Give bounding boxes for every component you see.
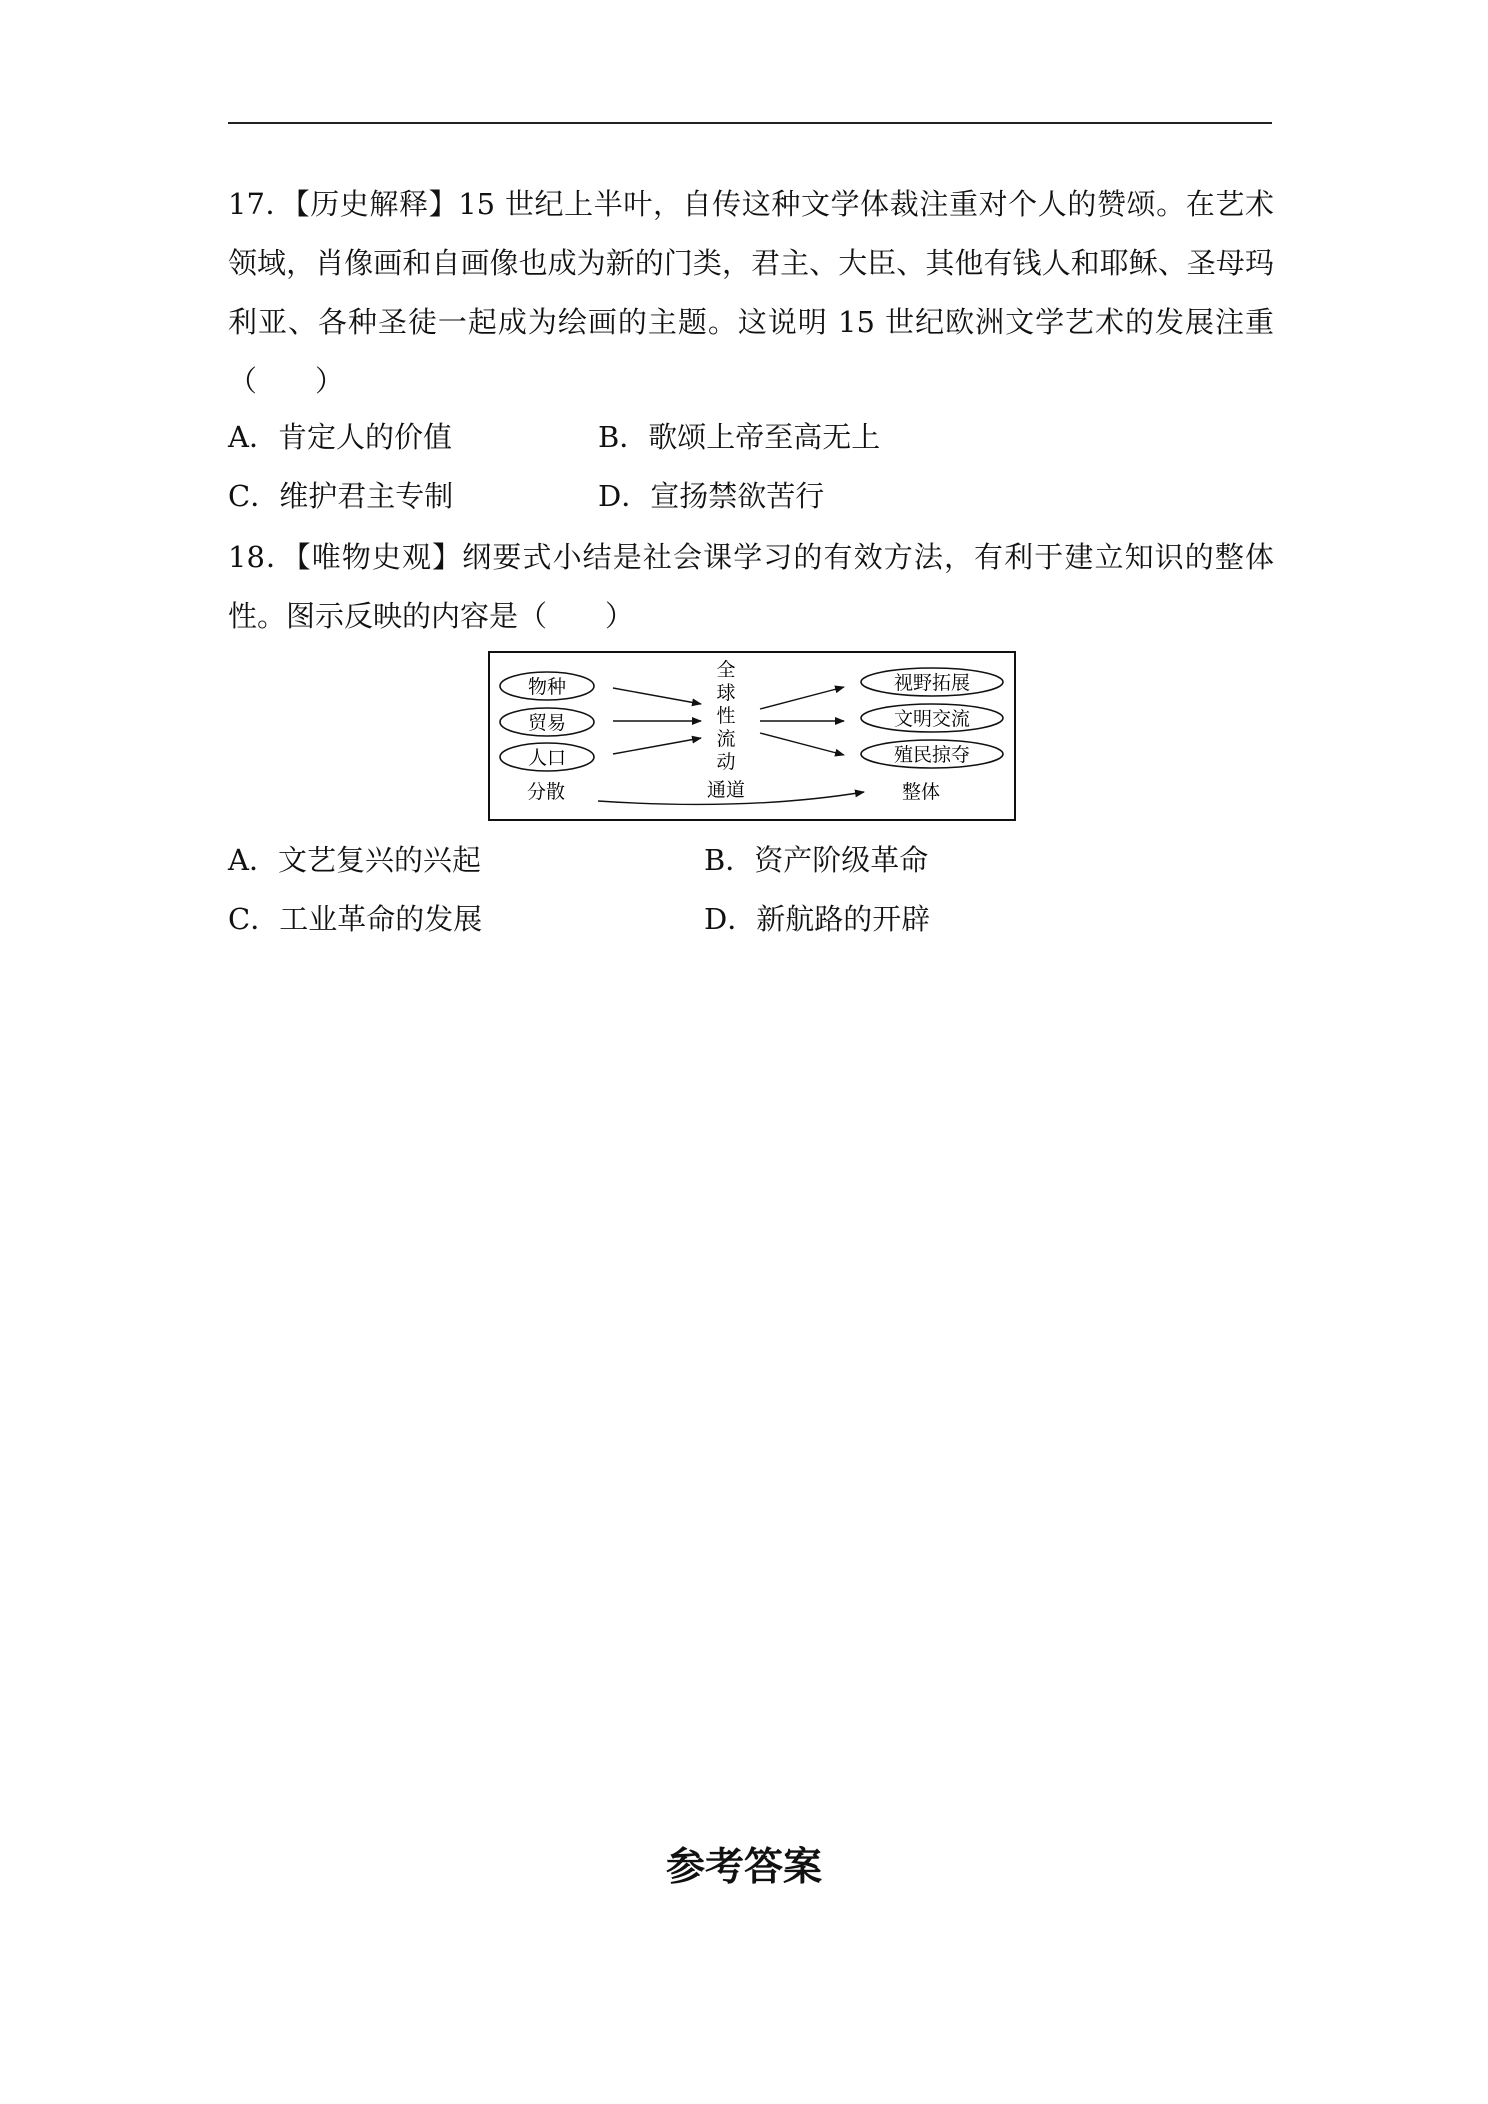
question-17-option-a: A．肯定人的价值 bbox=[228, 420, 452, 454]
question-17-option-c: C．维护君主专制 bbox=[228, 479, 454, 513]
center-char-4: 流 bbox=[716, 728, 736, 750]
flow-diagram bbox=[488, 651, 1016, 821]
center-char-5: 动 bbox=[716, 751, 736, 773]
question-17-option-b: B．歌颂上帝至高无上 bbox=[598, 420, 881, 454]
question-17-option-d: D．宣扬禁欲苦行 bbox=[598, 479, 825, 513]
center-char-3: 性 bbox=[716, 705, 736, 727]
question-18-option-c: C．工业革命的发展 bbox=[228, 902, 483, 936]
svg-text:殖民掠夺: 殖民掠夺 bbox=[893, 744, 971, 766]
header-rule bbox=[228, 122, 1272, 124]
svg-text:视野拓展: 视野拓展 bbox=[893, 672, 971, 694]
question-17-text: 17．【历史解释】15 世纪上半叶，自传这种文学体裁注重对个人的赞颂。在艺术领域，肖像画和自画像也成为新的门类，君主、大臣、其他有钱人和耶稣、圣母玛利亚、各种圣徒一起成为绘画的主题。这说明 15 世纪欧洲文学艺术的发展注重（ ） bbox=[228, 187, 1274, 398]
question-18-option-d: D．新航路的开辟 bbox=[704, 902, 931, 936]
bottom-right-label: 整体 bbox=[901, 781, 941, 803]
question-18-option-b: B．资产阶级革命 bbox=[704, 843, 929, 877]
center-char-2: 球 bbox=[716, 682, 736, 704]
bottom-left-label: 分散 bbox=[526, 781, 566, 803]
center-char-1: 全 bbox=[716, 659, 736, 681]
question-18-option-a: A．文艺复兴的兴起 bbox=[228, 843, 481, 877]
svg-text:人口: 人口 bbox=[527, 747, 567, 769]
answer-section-title: 参考答案 bbox=[665, 1845, 822, 1890]
center-char-6: 通道 bbox=[706, 779, 746, 801]
question-18-text: 18．【唯物史观】纲要式小结是社会课学习的有效方法，有利于建立知识的整体性。图示反映的内容是（ ） bbox=[228, 540, 1274, 633]
svg-text:文明交流: 文明交流 bbox=[893, 708, 971, 730]
svg-text:贸易: 贸易 bbox=[527, 712, 567, 734]
svg-text:物种: 物种 bbox=[527, 676, 567, 698]
